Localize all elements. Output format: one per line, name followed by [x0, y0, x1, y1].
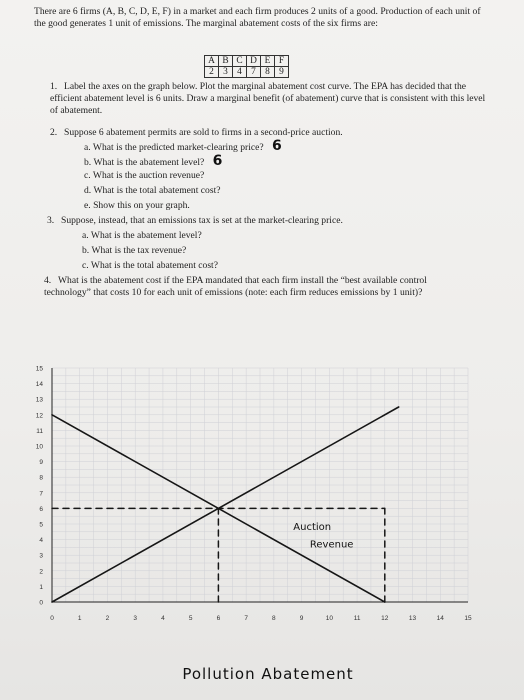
y-tick-label: 12 [35, 412, 43, 420]
firm-cost-e: 8 [261, 67, 275, 78]
sub-text: Show this on your graph. [93, 200, 190, 211]
x-tick-label: 2 [105, 615, 110, 622]
y-tick-label: 4 [39, 537, 43, 545]
x-tick-label: 7 [244, 615, 248, 622]
x-tick-label: 8 [272, 615, 276, 622]
handwritten-answer: 6 [272, 138, 282, 154]
y-tick-label: 1 [39, 583, 43, 591]
x-tick-label: 6 [216, 615, 221, 622]
sub-letter: a. [82, 230, 89, 241]
y-tick-label: 9 [39, 459, 43, 467]
sub-text: What is the abatement level? [90, 230, 202, 241]
x-tick-label: 11 [353, 615, 361, 622]
x-tick-label: 1 [77, 615, 82, 622]
y-tick-label: 11 [36, 427, 43, 435]
firm-label-d: D [247, 56, 261, 67]
x-tick-label: 12 [381, 615, 389, 622]
x-tick-label: 15 [464, 615, 472, 622]
question-number: 3. [47, 215, 55, 226]
x-tick-label: 14 [436, 615, 444, 622]
sub-letter: c. [82, 260, 89, 271]
y-tick-label: 7 [39, 490, 43, 498]
y-tick-label: 8 [39, 474, 43, 482]
sub-letter: e. [84, 200, 91, 211]
question-text: Suppose, instead, that an emissions tax is set at the market-clearing price. [61, 215, 343, 226]
question-text: Suppose 6 abatement permits are sold to firms in a second-price auction. [64, 127, 343, 138]
sub-text: What is the total abatement cost? [93, 185, 221, 196]
graph-annotation: Revenue [309, 539, 354, 551]
x-tick-label: 0 [50, 615, 54, 622]
question-number: 2. [50, 127, 58, 138]
x-tick-label: 13 [408, 615, 417, 622]
x-tick-label: 10 [325, 615, 333, 622]
sub-letter: a. [84, 142, 91, 153]
question-text: What is the abatement cost if the EPA mandated that each firm install the “best available control technology” that costs 10 for each unit of emissions (note: each firm reduces emissions by 1 unit)? [44, 275, 427, 298]
curve-line [52, 407, 399, 602]
firm-cost-c: 4 [233, 67, 247, 78]
y-tick-label: 2 [39, 568, 43, 576]
y-tick-label: 13 [35, 396, 43, 404]
x-tick-label: 4 [161, 615, 165, 622]
question-number: 1. [50, 81, 58, 92]
graph-curves [52, 407, 399, 602]
sub-letter: d. [84, 185, 92, 196]
y-tick-label: 3 [39, 552, 43, 560]
sub-letter: b. [82, 245, 90, 256]
y-tick-label: 10 [35, 443, 43, 451]
firm-label-a: A [205, 56, 219, 67]
firm-cost-a: 2 [205, 67, 219, 78]
graph-axes [36, 366, 472, 623]
x-tick-label: 9 [299, 615, 304, 622]
firm-cost-b: 3 [219, 67, 233, 78]
sub-letter: c. [84, 170, 91, 181]
firm-label-f: F [275, 56, 289, 67]
firm-label-c: C [233, 56, 247, 67]
y-tick-label: 15 [35, 365, 43, 373]
sub-text: What is the auction revenue? [92, 170, 205, 181]
y-tick-label: 5 [39, 521, 43, 529]
firm-cost-d: 7 [247, 67, 261, 78]
firm-label-b: B [219, 56, 233, 67]
sub-text: What is the tax revenue? [91, 245, 187, 256]
x-tick-label: 5 [188, 615, 193, 622]
handwritten-answer: 6 [212, 153, 223, 169]
sub-text: What is the abatement level? [93, 157, 205, 168]
x-axis-label: Pollution Abatement [182, 665, 354, 683]
graph-annotation: Auction [293, 522, 332, 534]
firm-label-e: E [261, 56, 275, 67]
sub-text: What is the predicted market-clearing price? [92, 142, 264, 153]
y-tick-label: 6 [39, 505, 43, 513]
sub-letter: b. [84, 157, 92, 168]
question-text: Label the axes on the graph below. Plot the marginal abatement cost curve. The EPA has decided that the efficient abatement level is 6 units. Draw a marginal benefit (of abatement) curve that is consistent with this level of abatement. [50, 81, 486, 116]
x-tick-label: 3 [133, 615, 138, 622]
graph-labels [182, 522, 353, 683]
sub-text: What is the total abatement cost? [90, 260, 218, 271]
y-tick-label: 0 [39, 599, 43, 607]
firm-cost-f: 9 [275, 67, 289, 78]
intro-paragraph: There are 6 firms (A, B, C, D, E, F) in a market and each firm produces 2 units of a good. Production of each unit of the good generates 1 unit of emissions. The marginal abatement costs of the six firms are: [34, 6, 481, 29]
question-number: 4. [44, 275, 52, 286]
y-tick-label: 14 [35, 381, 43, 389]
